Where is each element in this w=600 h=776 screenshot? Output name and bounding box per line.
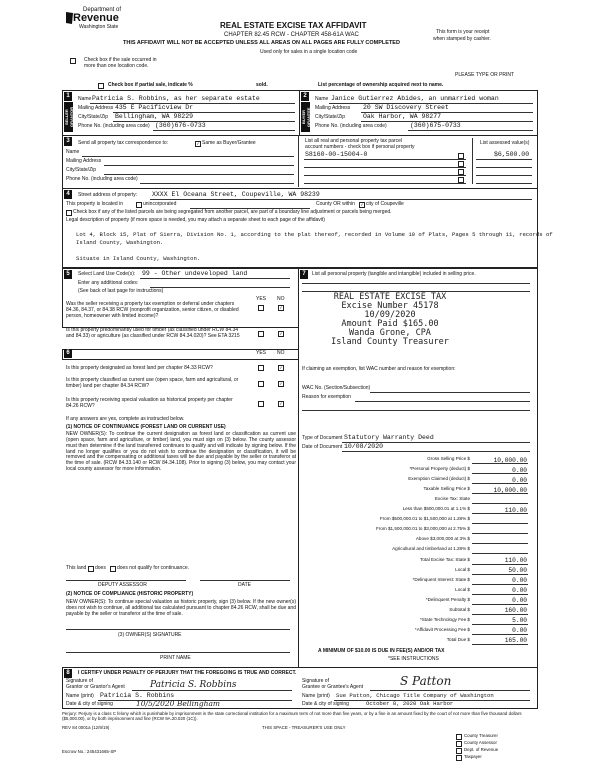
calc-row-line bbox=[472, 543, 528, 544]
county-or-label: County OR within bbox=[316, 201, 355, 207]
personal-property-header: List all personal property (tangible and intangible) included in selling price. bbox=[312, 271, 476, 277]
calc-row-value: 0.00 bbox=[512, 587, 527, 595]
calc-row-value: 0.00 bbox=[512, 577, 527, 585]
print-name-label: PRINT NAME bbox=[160, 655, 191, 661]
section-2-number: 2 bbox=[301, 92, 309, 101]
calc-row-value: 5.00 bbox=[512, 617, 527, 625]
s3-name-label: Name bbox=[66, 149, 80, 155]
does-qualify-checkbox[interactable] bbox=[88, 566, 94, 572]
seller-phone: (360)676-0733 bbox=[155, 122, 206, 129]
buyer-name-label: Name bbox=[315, 96, 329, 102]
buyer-city-label: City/State/Zip bbox=[315, 114, 346, 120]
calc-row-label: Excise Tax: State bbox=[434, 496, 470, 502]
calc-row-line bbox=[472, 553, 528, 554]
parcel-header-1: List all real and personal property tax parcel bbox=[305, 138, 402, 144]
grantee-date: October 8, 2020 Oak Harbor bbox=[366, 700, 454, 707]
copy-checkbox[interactable] bbox=[456, 755, 462, 761]
legal-label: Legal description of property (if more space is needed, you may attach a separate sheet to each page of the affidavit) bbox=[66, 217, 325, 223]
s6-q1-yes-checkbox[interactable] bbox=[258, 365, 264, 371]
seller-side-label: SELLER GRANTOR bbox=[64, 102, 73, 132]
parcel-4-personal-checkbox[interactable] bbox=[458, 177, 464, 183]
seller-phone-label: Phone No. (including area code) bbox=[78, 123, 150, 129]
same-as-buyer-label: Same as Buyer/Grantee bbox=[202, 140, 256, 146]
calc-row-label: Taxable Selling Price $ bbox=[423, 486, 470, 492]
calc-row-label: Total Excise Tax: State $ bbox=[420, 556, 470, 562]
copy-label: County Assessor bbox=[464, 740, 497, 745]
form-warning: THIS AFFIDAVIT WILL NOT BE ACCEPTED UNLESS ALL AREAS ON ALL PAGES ARE FULLY COMPLETED bbox=[123, 40, 400, 46]
parcel-1-personal-checkbox[interactable] bbox=[458, 153, 464, 159]
does-not-qualify-checkbox[interactable] bbox=[110, 566, 116, 572]
calc-row-value: 110.00 bbox=[504, 557, 527, 564]
stamp-line-3: 10/09/2020 bbox=[364, 309, 416, 320]
copy-checkbox[interactable] bbox=[456, 734, 462, 740]
seller-name: Patricia S. Robbins, as her separate estate bbox=[92, 95, 260, 102]
s6-q2-no-checkbox[interactable]: ✓ bbox=[279, 381, 283, 386]
see-instructions-note: *SEE INSTRUCTIONS bbox=[388, 656, 439, 662]
perjury-statement: Perjury: Perjury is a class C felony which is punishable by imprisonment in the state correctional institution for a maximum term of not more than five years, or by a fine in an amount fixed by the court of not more than five thousand dollars ($5,000.00), or by both imprisonment and fine (RCW 9A.20.020 (1C)). bbox=[62, 711, 522, 722]
grantee-date-label: Date & city of signing bbox=[302, 701, 349, 707]
treasurer-stamp bbox=[305, 293, 475, 347]
within-city-checkbox[interactable]: ✓ bbox=[360, 202, 364, 207]
calc-row-label: *Delinquent Interest: State $ bbox=[412, 576, 470, 582]
copy-checkbox[interactable] bbox=[456, 741, 462, 747]
s3-mail-label: Mailing Address bbox=[66, 158, 102, 164]
legal-line-3: Situate in Island County, Washington. bbox=[76, 255, 201, 262]
stamp-line-1: REAL ESTATE EXCISE TAX bbox=[333, 292, 447, 302]
legal-line-1: Lot 4, Block 15, Plat of Sierra, Division No. 1, according to the plat thereof, recorded in Volume 10 of Plats, Pages 5 through 11, records of bbox=[76, 231, 553, 238]
unincorporated-checkbox[interactable] bbox=[136, 202, 142, 208]
calc-row-label: Above $3,000,000 at 3% $ bbox=[415, 536, 470, 542]
wac-label: WAC No. (Section/Subsection) bbox=[302, 385, 371, 391]
land-use-code[interactable]: 99 - Other undeveloped land bbox=[142, 270, 248, 277]
seller-mail-label: Mailing Address bbox=[78, 105, 114, 111]
s5-q2-no-checkbox[interactable]: ✓ bbox=[279, 331, 283, 336]
calc-row-label: Agricultural and timberland at 1.28% $ bbox=[392, 546, 470, 552]
does-label: does bbox=[95, 565, 106, 571]
deputy-assessor-label: DEPUTY ASSESSOR bbox=[98, 582, 147, 588]
form-subtitle: CHAPTER 82.45 RCW - CHAPTER 458-61A WAC bbox=[224, 32, 359, 38]
send-to-label: Send all property tax correspondence to: bbox=[78, 140, 169, 146]
calc-row-value: 110.00 bbox=[504, 506, 527, 514]
section-3-number: 3 bbox=[64, 137, 72, 146]
sales-note: Used only for sales in a single location code bbox=[260, 49, 358, 55]
s5-q1-no-checkbox[interactable]: ✓ bbox=[279, 305, 283, 310]
partial-sale-checkbox[interactable] bbox=[98, 83, 104, 89]
grantor-sig-label-1: Signature of bbox=[66, 678, 93, 684]
section-4-number: 4 bbox=[64, 190, 72, 199]
parcel-2-personal-checkbox[interactable] bbox=[458, 161, 464, 167]
grantor-signature: Patricia S. Robbins bbox=[150, 680, 237, 690]
assessed-value: $6,500.00 bbox=[494, 151, 530, 158]
calc-row-value: 160.00 bbox=[504, 607, 527, 615]
stamp-line-4: Amount Paid $165.00 bbox=[341, 318, 439, 329]
calc-row-label: Local $ bbox=[455, 586, 470, 592]
s5-q1-yes-checkbox[interactable] bbox=[258, 305, 264, 311]
section-8-number: 8 bbox=[64, 669, 72, 678]
buyer-mail-label: Mailing Address bbox=[315, 105, 351, 111]
segregated-checkbox[interactable] bbox=[66, 210, 72, 216]
section-5-number: 5 bbox=[64, 270, 72, 279]
s5-q2-yes-checkbox[interactable] bbox=[258, 331, 264, 337]
calc-row-value: 0.00 bbox=[512, 466, 527, 474]
calc-row-value: 0.00 bbox=[512, 597, 527, 605]
located-in-label: This property is located in bbox=[66, 201, 123, 207]
buyer-name: Janice Gutierrez Abides, an unmarried woman bbox=[331, 95, 499, 102]
seller-name-label: Name bbox=[78, 96, 92, 102]
parcel-header-2: account numbers - check box if personal property bbox=[305, 144, 415, 150]
s6-no-header: NO bbox=[277, 350, 285, 356]
receipt-note-1: This form is your receipt bbox=[436, 29, 490, 35]
calc-row-value: 50.00 bbox=[508, 567, 527, 575]
calc-row-label: From $500,000.01 to $1,500,000 at 1.28% $ bbox=[379, 516, 470, 522]
partial-sale-label: Check box if partial sale, indicate % bbox=[108, 82, 193, 88]
calc-row-label: Gross Selling Price $ bbox=[427, 456, 470, 461]
washington-emblem-icon bbox=[65, 11, 74, 25]
same-as-buyer-checkbox[interactable]: ✓ bbox=[196, 141, 200, 146]
grantor-date-label: Date & city of signing bbox=[66, 701, 113, 707]
calc-row-label: Less than $500,000.01 at 1.1% $ bbox=[402, 506, 470, 512]
seller-city: Bellingham, WA 98229 bbox=[115, 113, 194, 120]
street-address: XXXX El Oceana Street, Coupeville, WA 98239 bbox=[152, 191, 320, 198]
s6-question-3: Is this property receiving special valuation as historical property per chapter 84.26 RCW? bbox=[66, 397, 233, 409]
calc-row-line bbox=[472, 523, 528, 524]
s5-question-1: Was the seller receiving a property tax exemption or deferral under chapters 84.36, 84.37, or 84.38 RCW (nonprofit organization, senior citizen, or disabled person, homeowner with limited income)? bbox=[66, 301, 239, 319]
escrow-number: Escrow No.: 245431665-SP bbox=[62, 749, 117, 754]
grantor-sig-label-2: Grantor or Grantor's Agent bbox=[66, 684, 125, 690]
notice1-title: (1) NOTICE OF CONTINUANCE (FOREST LAND OR CURRENT USE) bbox=[66, 424, 226, 430]
multi-location-label-2: more than one location code. bbox=[84, 63, 149, 69]
please-type: PLEASE TYPE OR PRINT bbox=[455, 72, 515, 78]
doc-type: Statutory Warranty Deed bbox=[344, 434, 434, 441]
calc-row-value: 0.00 bbox=[512, 627, 527, 635]
partial-sold-label: sold. bbox=[256, 82, 268, 88]
s3-phone-label: Phone No. (including area code) bbox=[66, 176, 138, 182]
buyer-mail: 20 SW Discovery Street bbox=[363, 104, 449, 111]
parcel-3-personal-checkbox[interactable] bbox=[458, 169, 464, 175]
section-7-number: 7 bbox=[300, 270, 308, 279]
additional-codes-label: Enter any additional codes: bbox=[78, 280, 139, 286]
calc-row-label: *Affidavit Processing Fee $ bbox=[414, 626, 470, 632]
s3-city-label: City/State/Zip bbox=[66, 167, 97, 173]
s6-q1-no-checkbox[interactable]: ✓ bbox=[279, 365, 283, 370]
section-1-number: 1 bbox=[64, 92, 72, 101]
s5-yes-header: YES bbox=[256, 296, 267, 302]
calc-row-label: Total Due $ bbox=[446, 636, 470, 642]
calc-row-label: *Personal Property (deduct) $ bbox=[409, 466, 470, 472]
exemption-claim-label: If claiming an exemption, list WAC number and reason for exemption: bbox=[302, 366, 456, 372]
if-any-yes: If any answers are yes, complete as instructed below. bbox=[66, 416, 185, 422]
notice2-title: (2) NOTICE OF COMPLIANCE (HISTORIC PROPERTY) bbox=[66, 591, 194, 597]
legal-line-2: Island County, Washington. bbox=[76, 239, 164, 246]
buyer-phone-label: Phone No. (including area code) bbox=[315, 123, 387, 129]
s5-question-2: Is this property predominantly used for timber (as classified under RCW 84.34 and 84.33) or agriculture (as classified under RCW 84.34.020)? See ETA 3215 bbox=[66, 327, 240, 339]
unincorporated-label: unincorporated bbox=[143, 201, 177, 207]
section-6-number: 6 bbox=[64, 349, 72, 358]
grantee-name: Sue Patton, Chicago Title Company of Washington bbox=[336, 692, 494, 699]
s6-question-2: Is this property classified as current use (open space, farm and agricultural, or timber) land per chapter 84.34 RCW? bbox=[66, 377, 239, 389]
dept-line3: Washington State bbox=[79, 24, 119, 30]
buyer-phone: (360)675-0733 bbox=[410, 122, 461, 129]
copy-label: Dept. of Revenue bbox=[464, 747, 499, 752]
parcel-number: S8160-00-15004-0 bbox=[305, 151, 368, 158]
street-label: Street address of property: bbox=[78, 192, 138, 198]
s5-no-header: NO bbox=[277, 296, 285, 302]
calc-row-value: 0.00 bbox=[512, 476, 527, 484]
multi-location-label-1: Check box if the sale occurred in bbox=[84, 57, 157, 63]
seller-mail: 435 E Pacificview Dr bbox=[115, 104, 194, 111]
s6-yes-header: YES bbox=[256, 350, 267, 356]
calc-row-label: Local $ bbox=[455, 566, 470, 572]
copy-label: County Treasurer bbox=[464, 733, 498, 738]
revenue-logo bbox=[65, 7, 127, 37]
copy-label: Taxpayer bbox=[464, 754, 482, 759]
grantee-sig-label-1: Signature of bbox=[302, 678, 329, 684]
treasurer-use-label: THIS SPACE - TREASURER'S USE ONLY bbox=[262, 725, 346, 730]
notice1-body: NEW OWNER(S): To continue the current designation as forest land or classification as current use (open space, farm and agriculture, or timber) land, you must sign on (3) below. The county assessor must then determine if the land transferred continues to qualify and will indicate by signing below. If the land no longer qualifies or you do not wish to continue the designation or classification, it will be removed and the compensating or additional taxes will be due and payable by the seller or transferor at the time of sale. (RCW 84.33.140 or RCW 84.34.108). Prior to signing (3) below, you may contact your local county assessor for more information. bbox=[66, 431, 296, 473]
stamp-line-2: Excise Number 45178 bbox=[341, 300, 439, 311]
does-not-label: does not qualify for continuance. bbox=[117, 565, 189, 571]
s6-q3-yes-checkbox[interactable] bbox=[258, 401, 264, 407]
grantee-sig-label-2: Grantee or Grantee's Agent bbox=[302, 684, 363, 690]
calc-row-line bbox=[472, 503, 528, 504]
seller-city-label: City/State/Zip bbox=[78, 114, 109, 120]
stamp-line-6: Island County Treasurer bbox=[331, 336, 449, 347]
s6-question-1: Is this property designated as forest land per chapter 84.33 RCW? bbox=[66, 365, 213, 371]
doc-date-label: Date of Document bbox=[302, 444, 343, 450]
buyer-side-label: BUYER GRANTEE bbox=[301, 102, 310, 132]
calc-row-line bbox=[472, 533, 528, 534]
stamp-line-5: Wanda Grone, CPA bbox=[349, 327, 431, 338]
doc-type-label: Type of Document bbox=[302, 435, 343, 441]
minimum-due-note: A MINIMUM OF $10.00 IS DUE IN FEE(S) AND/OR TAX bbox=[318, 648, 445, 654]
dept-line2: Revenue bbox=[73, 12, 119, 24]
calc-row-label: *State Technology Fee $ bbox=[420, 616, 470, 622]
grantor-name: Patricia S. Robbins bbox=[100, 692, 175, 699]
calc-row-label: *Delinquent Penalty $ bbox=[425, 596, 470, 602]
multi-location-checkbox[interactable] bbox=[70, 58, 76, 64]
doc-date: 10/08/2020 bbox=[344, 443, 384, 450]
s6-q3-no-checkbox[interactable]: ✓ bbox=[279, 401, 283, 406]
city-of-label: city of Coupeville bbox=[366, 201, 404, 207]
s6-q2-yes-checkbox[interactable] bbox=[258, 381, 264, 387]
segregated-label: Check box if any of the listed parcels are being segregated from another parcel, are part of a boundary line adjustment or parcels being merged. bbox=[73, 209, 392, 215]
revision-number: REV 84 0001a (12/9/19) bbox=[62, 725, 110, 730]
copy-checkbox[interactable] bbox=[456, 748, 462, 754]
assessed-header: List assessed value(s) bbox=[480, 140, 530, 146]
calc-row-label: Exemption Claimed (deduct) $ bbox=[408, 476, 470, 482]
calc-row-label: From $1,500,000.01 to $3,000,000 at 2.75% $ bbox=[376, 526, 470, 532]
receipt-note-2: when stamped by cashier. bbox=[433, 36, 491, 42]
reason-label: Reason for exemption bbox=[302, 394, 351, 400]
grantor-date: 10/5/2020 Bellingham bbox=[136, 699, 221, 708]
ownership-note: List percentage of ownership acquired next to name. bbox=[318, 82, 444, 88]
form-title: REAL ESTATE EXCISE TAX AFFIDAVIT bbox=[220, 21, 367, 30]
land-use-label: Select Land Use Code(s): bbox=[78, 271, 136, 277]
dept-line1: Department of bbox=[83, 7, 122, 13]
calc-row-label: Subtotal $ bbox=[449, 606, 470, 612]
this-land-label: This land bbox=[66, 565, 87, 571]
calc-row-value: 165.00 bbox=[504, 637, 527, 645]
buyer-city: Oak Harbor, WA 98277 bbox=[363, 113, 442, 120]
grantee-name-label: Name (print) bbox=[302, 693, 330, 699]
see-back-label: (See back of last page for instructions) bbox=[78, 288, 164, 294]
notice2-body: NEW OWNER(S): To continue special valuation as historic property, sign (3) below. If the new owner(s) does not wish to continue, all additional tax calculated pursuant to chapter 84.26 RCW, shall be due and payable by the seller or transferor at the time of sale. bbox=[66, 599, 296, 617]
calc-row-value: 10,000.00 bbox=[493, 486, 527, 494]
grantor-name-label: Name (print) bbox=[66, 693, 94, 699]
deputy-date-label: DATE bbox=[238, 582, 251, 588]
grantee-signature: S Patton bbox=[400, 674, 452, 688]
owner-signature-label: (3) OWNER(S) SIGNATURE bbox=[118, 632, 182, 638]
certify-statement: I CERTIFY UNDER PENALTY OF PERJURY THAT THE FOREGOING IS TRUE AND CORRECT. bbox=[78, 670, 297, 676]
calc-row-value: 10,000.00 bbox=[493, 456, 527, 464]
